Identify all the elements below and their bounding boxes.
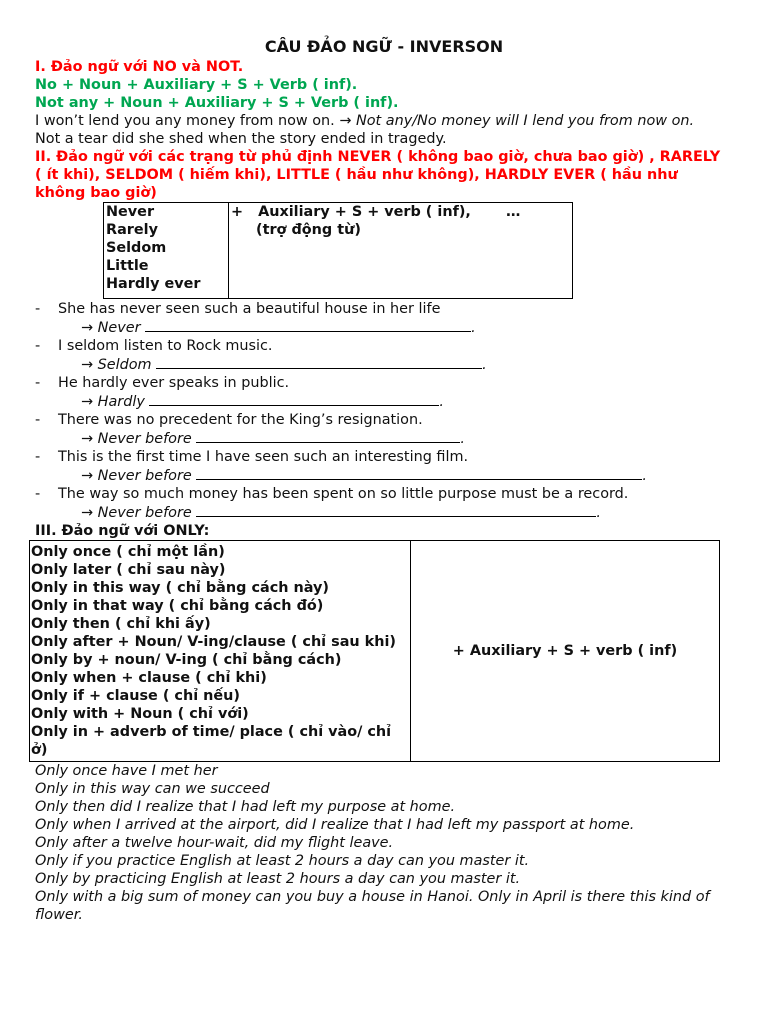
- adverb-little: Little: [106, 258, 149, 274]
- exercise-item: - The way so much money has been spent on so little purpose must be a record. → Never before .: [35, 486, 629, 521]
- only-item: Only in that way ( chỉ bằng cách đó): [31, 598, 324, 614]
- only-item: Only with + Noun ( chỉ với): [31, 706, 249, 722]
- example-line-2: Not a tear did she shed when the story ended in tragedy.: [35, 131, 447, 147]
- exercise-prompt: → Never before: [81, 431, 192, 447]
- exercise-prompt: → Never before: [81, 468, 192, 484]
- only-example: Only with a big sum of money can you buy a house in Hanoi. Only in April is there this kind of flower.: [35, 889, 710, 923]
- only-table: [29, 540, 720, 762]
- only-example: Only then did I realize that I had left my purpose at home.: [35, 799, 456, 815]
- only-item: Only if + clause ( chỉ nếu): [31, 688, 240, 704]
- formula-no: No + Noun + Auxiliary + S + Verb ( inf).: [35, 77, 358, 93]
- section1-heading: I. Đảo ngữ với NO và NOT.: [35, 59, 244, 75]
- only-example: Only after a twelve hour-wait, did my flight leave.: [35, 835, 394, 851]
- adverb-hardly-ever: Hardly ever: [106, 276, 201, 292]
- example-italic-text: Not any/No money will I lend you from now on.: [355, 113, 695, 129]
- answer-blank[interactable]: [196, 466, 642, 480]
- exercise-sentence: I seldom listen to Rock music.: [58, 338, 273, 354]
- only-examples: [35, 762, 735, 924]
- only-item: Only once ( chỉ một lần): [31, 544, 225, 560]
- exercise-item: - I seldom listen to Rock music. → Seldom .: [35, 338, 487, 373]
- exercise-item: - He hardly ever speaks in public. → Hardly .: [35, 375, 444, 410]
- answer-blank[interactable]: [149, 392, 439, 406]
- adverb-list-cell: [104, 203, 229, 299]
- exercise-list: [35, 300, 735, 522]
- adverb-seldom: Seldom: [106, 240, 167, 256]
- only-item: Only in this way ( chỉ bằng cách này): [31, 580, 329, 596]
- exercise-sentence: This is the first time I have seen such an interesting film.: [58, 449, 469, 465]
- exercise-prompt: → Never before: [81, 505, 192, 521]
- exercise-sentence: The way so much money has been spent on so little purpose must be a record.: [58, 486, 629, 502]
- exercise-prompt: → Never: [81, 320, 141, 336]
- exercise-prompt: → Seldom: [81, 357, 152, 373]
- exercise-item: - There was no precedent for the King’s resignation. → Never before .: [35, 412, 465, 447]
- example-plain-text: I won’t lend you any money from now on. →: [35, 113, 356, 129]
- only-item: Only when + clause ( chỉ khi): [31, 670, 267, 686]
- answer-blank[interactable]: [196, 503, 596, 517]
- only-example: Only once have I met her: [35, 763, 218, 779]
- only-item: Only after + Noun/ V-ing/clause ( chỉ sau khi): [31, 634, 396, 650]
- adverb-formula: + Auxiliary + S + verb ( inf), …: [231, 204, 521, 220]
- answer-blank[interactable]: [145, 318, 471, 332]
- only-example: Only in this way can we succeed: [35, 781, 270, 797]
- only-item: Only by + noun/ V-ing ( chỉ bằng cách): [31, 652, 342, 668]
- only-item: Only later ( chỉ sau này): [31, 562, 226, 578]
- negative-adverb-table: [103, 202, 573, 299]
- example-line-1: [35, 112, 735, 130]
- exercise-prompt: → Hardly: [81, 394, 145, 410]
- only-example: Only by practicing English at least 2 hours a day can you master it.: [35, 871, 521, 887]
- only-example: Only when I arrived at the airport, did I realize that I had left my passport at home.: [35, 817, 635, 833]
- adverb-formula-note: (trợ động từ): [256, 222, 361, 238]
- exercise-item: - This is the first time I have seen such an interesting film. → Never before .: [35, 449, 647, 484]
- exercise-sentence: She has never seen such a beautiful house in her life: [58, 301, 441, 317]
- exercise-item: - She has never seen such a beautiful house in her life → Never .: [35, 301, 476, 336]
- only-example: Only if you practice English at least 2 hours a day can you master it.: [35, 853, 530, 869]
- adverb-formula-cell: [229, 203, 573, 299]
- only-item: Only then ( chỉ khi ấy): [31, 616, 211, 632]
- adverb-rarely: Rarely: [106, 222, 158, 238]
- exercise-sentence: He hardly ever speaks in public.: [58, 375, 290, 391]
- only-list-cell: [30, 541, 411, 762]
- adverb-never: Never: [106, 204, 155, 220]
- answer-blank[interactable]: [196, 429, 460, 443]
- document-page: [31, 36, 735, 924]
- section2-heading: II. Đảo ngữ với các trạng từ phủ định NEVER ( không bao giờ, chưa bao giờ) , RARELY ( ít khi), SELDOM ( hiếm khi), LITTLE ( hầu như không), HARDLY EVER ( hầu như không bao giờ): [35, 149, 721, 201]
- only-formula-cell: + Auxiliary + S + verb ( inf): [411, 541, 720, 762]
- exercise-sentence: There was no precedent for the King’s resignation.: [58, 412, 423, 428]
- only-item: Only in + adverb of time/ place ( chỉ vào/ chỉ ở): [31, 724, 392, 758]
- section3-heading: III. Đảo ngữ với ONLY:: [35, 523, 210, 539]
- answer-blank[interactable]: [156, 355, 482, 369]
- page-title: CÂU ĐẢO NGỮ - INVERSON: [264, 37, 504, 56]
- formula-not-any: Not any + Noun + Auxiliary + S + Verb ( inf).: [35, 95, 399, 111]
